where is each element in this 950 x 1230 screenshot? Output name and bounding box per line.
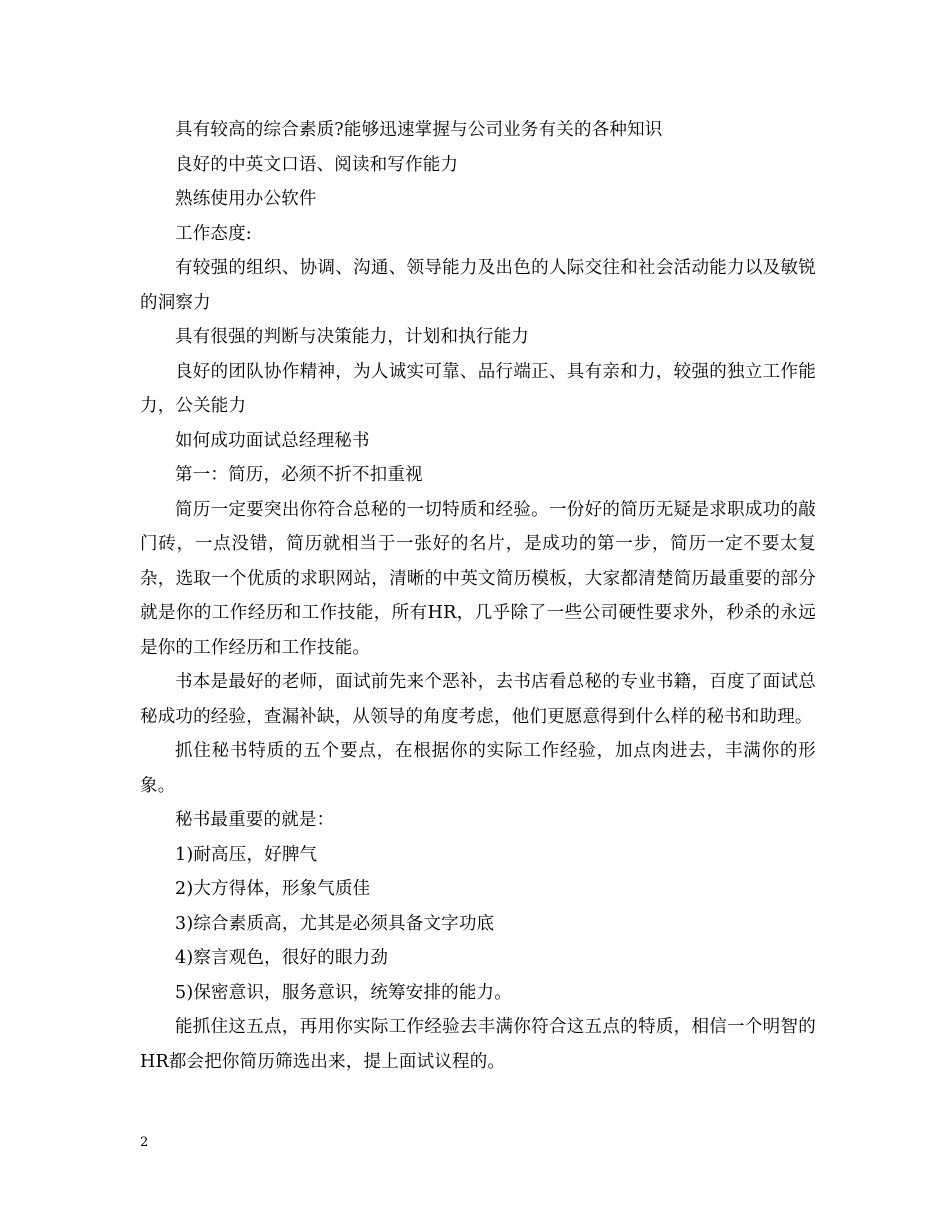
list-item-2: 2)大方得体，形象气质佳 [175, 879, 371, 899]
paragraph-conclusion: 能抓住这五点，再用你实际工作经验去丰满你符合这五点的特质，相信一个明智的HR都会把你简历筛选出来，提上面试议程的。 [140, 1017, 816, 1072]
list-item-1: 1)耐高压，好脾气 [175, 844, 318, 865]
paragraph-office-software: 熟练使用办公软件 [175, 189, 317, 209]
list-item-4: 4)察言观色，很好的眼力劲 [175, 948, 389, 968]
body-text [140, 113, 816, 1079]
paragraph-most-important: 秘书最重要的就是： [175, 810, 335, 830]
page-number: 2 [140, 1135, 149, 1150]
paragraph-teamwork: 良好的团队协作精神，为人诚实可靠、品行端正、具有亲和力，较强的独立工作能力，公关能力 [140, 361, 816, 416]
list-item-5: 5)保密意识，服务意识，统筹安排的能力。 [175, 982, 512, 1003]
paragraph-five-points-intro: 抓住秘书特质的五个要点，在根据你的实际工作经验，加点肉进去，丰满你的形象。 [140, 741, 816, 796]
paragraph-decision-skills: 具有很强的判断与决策能力，计划和执行能力 [175, 327, 529, 347]
paragraph-qualities: 具有较高的综合素质?能够迅速掌握与公司业务有关的各种知识 [175, 120, 663, 140]
paragraph-language-skills: 良好的中英文口语、阅读和写作能力 [175, 154, 459, 175]
paragraph-resume-heading: 第一：简历，必须不折不扣重视 [175, 465, 423, 485]
paragraph-organization-skills: 有较强的组织、协调、沟通、领导能力及出色的人际交往和社会活动能力以及敏锐的洞察力 [140, 258, 816, 313]
paragraph-interview-heading: 如何成功面试总经理秘书 [175, 430, 370, 451]
list-item-3: 3)综合素质高，尤其是必须具备文字功底 [175, 913, 495, 934]
paragraph-work-attitude-heading: 工作态度: [175, 223, 252, 244]
paragraph-resume-details: 简历一定要突出你符合总秘的一切特质和经验。一份好的简历无疑是求职成功的敲门砖，一点没错，简历就相当于一张好的名片，是成功的第一步，简历一定不要太复杂，选取一个优质的求职网站，清晰的中英文简历模板，大家都清楚简历最重要的部分就是你的工作经历和工作技能，所有HR，几乎除了一些公司硬性要求外，秒杀的永远是你的工作经历和工作技能。 [140, 499, 816, 658]
paragraph-books: 书本是最好的老师，面试前先来个恶补，去书店看总秘的专业书籍，百度了面试总秘成功的经验，查漏补缺，从领导的角度考虑，他们更愿意得到什么样的秘书和助理。 [140, 672, 816, 727]
